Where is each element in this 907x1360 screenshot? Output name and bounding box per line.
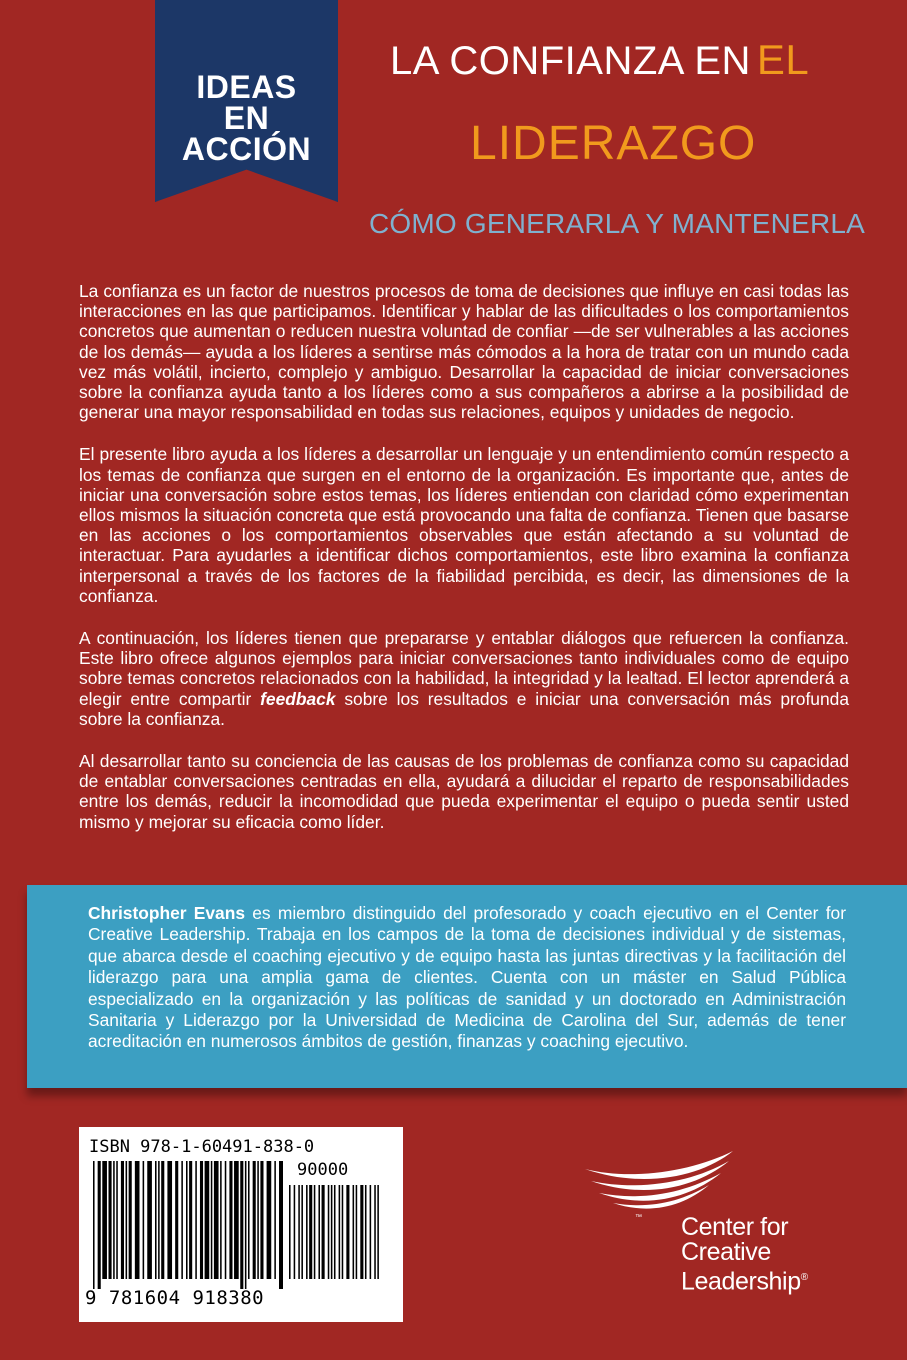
logo-line-2: Creative [681,1238,771,1266]
isbn-number: ISBN 978-1-60491-838-0 [89,1137,315,1157]
barcode-bar [314,1185,316,1279]
barcode-bar [93,1161,95,1289]
banner-line-3: ACCIÓN [181,131,312,167]
barcode-bar [301,1185,303,1279]
author-bio [88,903,846,1053]
barcode-bar [161,1161,164,1279]
barcode-bar [109,1161,112,1279]
logo-line-3 [681,1265,808,1294]
barcode-bar [294,1185,296,1279]
addon-barcode-bars [289,1185,381,1289]
barcode-bar [260,1161,263,1279]
barcode-bar [374,1185,376,1279]
barcode-bar [356,1185,358,1279]
barcode-bar [200,1161,203,1279]
barcode-bar [126,1161,128,1279]
barcode-bar [167,1161,172,1279]
barcode-bar [102,1161,107,1279]
ccl-swoosh-icon [583,1149,743,1219]
barcode-bar [298,1185,300,1279]
ccl-logo-text [681,1215,808,1294]
book-subtitle: CÓMO GENERARLA Y MANTENERLA [369,208,866,239]
barcode-bar [135,1161,140,1279]
description [79,281,849,854]
logo-line-3-text: Leadership [681,1267,801,1296]
barcode-bar [274,1161,276,1279]
barcode-bar [318,1185,320,1279]
book-title-line-1 [390,37,809,84]
barcode-bar [334,1185,336,1279]
banner-line-2: EN [223,100,270,136]
barcode-bar [377,1185,379,1279]
barcode [79,1127,403,1322]
barcode-bar [205,1161,210,1279]
barcode-bar [175,1161,178,1279]
book-title-line-2: LIDERAZGO [470,117,757,170]
barcode-bar [195,1161,197,1279]
p3-emphasis: feedback [260,688,336,709]
title-highlight: EL [756,36,810,83]
barcode-bar [309,1185,312,1279]
barcode-bar [189,1161,192,1279]
barcode-bar [229,1161,232,1279]
barcode-bar [225,1161,227,1279]
barcode-bar [328,1185,330,1279]
barcode-bar [248,1161,250,1279]
p3-text-before: A continuación, los líderes tienen que prepararse y entablar diálogos que refuercen la confianza. Este libro ofrece algunos ejemplos para iniciar conversaciones tanto individuales como de equipo sobre temas concretos relacionados con la habilidad, la integridad y la lealtad. El lector aprenderá a elegir entre compartir [79,628,849,709]
barcode-bar [342,1185,344,1279]
series-banner-text [155,69,338,167]
barcode-bar [143,1161,145,1279]
barcode-bar [116,1161,118,1279]
p3-text-after: sobre los resultados e iniciar una conversación más profunda sobre la confianza. [79,688,849,729]
title-text: LA CONFIANZA EN [390,39,751,83]
barcode-bar [360,1185,363,1279]
barcode-bar [306,1185,308,1279]
barcode-bar [98,1161,101,1289]
barcode-bar [181,1161,183,1279]
barcode-bar [220,1161,222,1279]
barcode-bar [121,1161,124,1279]
barcode-bar [240,1161,243,1289]
price-addon-digits: 90000 [297,1160,349,1180]
barcode-bar [289,1185,291,1279]
ean-barcode-bars [93,1161,283,1289]
barcode-bar [353,1185,355,1279]
barcode-bar [129,1161,132,1279]
description-paragraph-3 [79,628,849,729]
barcode-bar [253,1161,256,1279]
barcode-bar [322,1185,325,1279]
description-paragraph-1: La confianza es un factor de nuestros procesos de toma de decisiones que influye en casi todas las interacciones en las que participamos. Identificar y hablar de las dificultades o los comportamientos concretos que aumentan o reducen nuestra voluntad de confiar —de ser vulnerables a las acciones de los demás— ayuda a los líderes a sentirse más cómodos a la hora de tratar con un mundo cada vez más volátil, incierto, complejo y ambiguo. Desarrollar la capacidad de iniciar conversaciones sobre la confianza ayuda tanto a los líderes como a sus compañeros a abrirse a la posibilidad de generar una mayor responsabilidad en todas sus relaciones, equipos y unidades de negocio. [79,281,849,423]
author-name: Christopher Evans [88,903,246,923]
banner-line-1: IDEAS [196,69,297,105]
barcode-bar [365,1185,367,1279]
description-paragraph-4: Al desarrollar tanto su conciencia de las causas de los problemas de confianza como su capacidad de entablar conversaciones centradas en ella, ayudará a dilucidar el reparto de responsabilidades entre los demás, reducir la incomodidad que pueda experimentar el equipo o pueda sentir usted mismo y mejorar su eficacia como líder. [79,751,849,832]
barcode-bar [155,1161,157,1279]
barcode-bar [331,1185,333,1279]
ean-digits: 9 781604 918380 [85,1287,265,1309]
description-paragraph-2: El presente libro ayuda a los líderes a desarrollar un lenguaje y un entendimiento común respecto a los temas de confianza que surgen en el entorno de la organización. Es importante que, antes de iniciar una conversación sobre estos temas, los líderes entiendan con claridad cómo experimentan ellos mismos la situación concreta que está provocando una falta de confianza. Tienen que basarse en las acciones o los comportamientos observables que están afectando a su voluntad de interactuar. Para ayudarles a identificar dichos comportamientos, este libro examina la confianza interpersonal a través de los factores de la fiabilidad percibida, es decir, las dimensiones de la confianza. [79,444,849,606]
logo-line-1: Center for [681,1213,789,1241]
barcode-bar [186,1161,188,1279]
barcode-bar [158,1161,160,1279]
barcode-bar [267,1161,272,1279]
barcode-bar [257,1161,259,1279]
barcode-bar [211,1161,213,1279]
author-bio-text: es miembro distinguido del profesorado y coach ejecutivo en el Center for Creative Leadership. Trabaja en los campos de la toma de decisiones individual y de sistemas, que abarca desde el coaching ejecutivo y de equipo hasta las juntas directivas y la facilitación del liderazgo para una amplia gama de clientes. Cuenta con un máster en Salud Pública especializado en la organización y las políticas de sanidad y un doctorado en Administración Sanitaria y Liderazgo por la Universidad de Medicina de Carolina del Sur, además de tener acreditación en numerosos ámbitos de gestión, finanzas y coaching ejecutivo. [88,903,846,1052]
barcode-bar [234,1161,239,1279]
barcode-bar [245,1161,247,1289]
barcode-bar [279,1161,283,1289]
logo-registered-mark: ® [800,1272,808,1283]
barcode-bar [370,1185,372,1279]
barcode-bar [214,1161,219,1279]
swoosh-trademark: ™ [635,1214,642,1219]
barcode-bar [346,1185,349,1279]
barcode-bar [339,1185,341,1279]
barcode-bar [147,1161,152,1279]
barcode-bar [113,1161,115,1279]
